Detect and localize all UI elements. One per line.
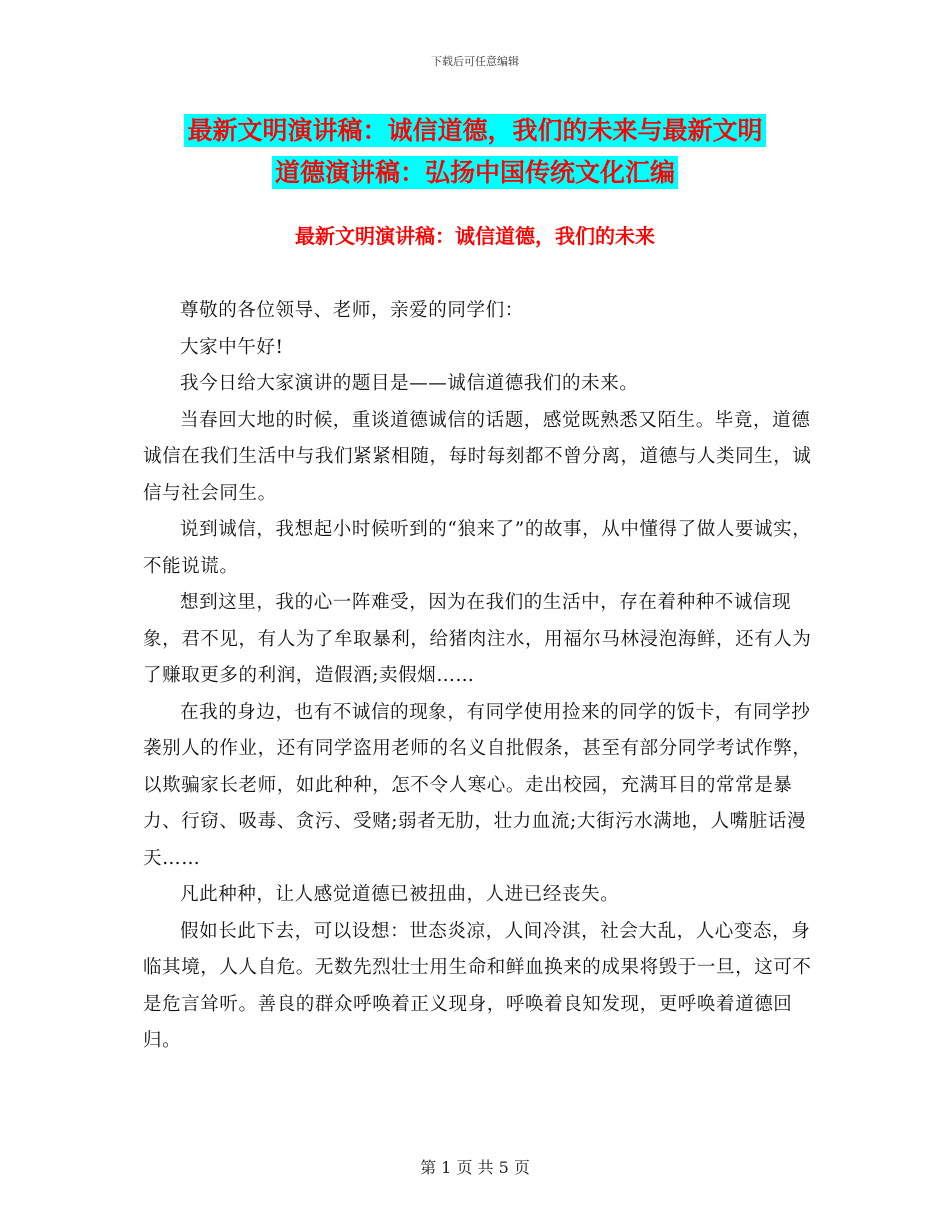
speech-body — [143, 293, 819, 1060]
paragraph: 当春回大地的时候，重谈道德诚信的话题，感觉既熟悉又陌生。毕竟，道德诚信在我们生活中与我们紧紧相随，每时每刻都不曾分离，道德与人类同生，诚信与社会同生。 — [143, 409, 812, 504]
header-note: 下载后可任意编辑 — [431, 55, 519, 68]
paragraph: 说到诚信，我想起小时候听到的“狼来了”的故事，从中懂得了做人要诚实，不能说谎。 — [143, 519, 812, 577]
paragraph: 假如长此下去，可以设想：世态炎凉，人间冷淇，社会大乱，人心变态，身临其境，人人自危。无数先烈壮士用生命和鲜血换来的成果将毁于一旦，这可不是危言耸听。善良的群众呼唤着正义现身，呼唤着良知发现，更呼唤着道德回归。 — [143, 920, 812, 1051]
paragraph: 我今日给大家演讲的题目是——诚信道德我们的未来。 — [180, 373, 639, 394]
section-title: 最新文明演讲稿：诚信道德，我们的未来 — [295, 224, 655, 248]
paragraph: 尊敬的各位领导、老师，亲爱的同学们： — [180, 300, 524, 321]
title-line-2: 道德演讲稿：弘扬中国传统文化汇编 — [272, 156, 678, 189]
document-title — [0, 110, 950, 194]
page-number: 第 1 页 共 5 页 — [420, 1158, 530, 1177]
paragraph: 想到这里，我的心一阵难受，因为在我们的生活中，存在着种种不诚信现象，君不见，有人为了牟取暴利，给猪肉注水，用福尔马林浸泡海鲜，还有人为了赚取更多的利润，造假酒;卖假烟…… — [143, 592, 812, 686]
paragraph: 大家中午好! — [180, 336, 284, 358]
paragraph: 凡此种种，让人感觉道德已被扭曲，人进已经丧失。 — [180, 884, 620, 905]
paragraph: 在我的身边，也有不诚信的现象，有同学使用捡来的同学的饭卡，有同学抄袭别人的作业，还有同学盗用老师的名义自批假条，甚至有部分同学考试作弊，以欺骗家长老师，如此种种，怎不令人寒心。走出校园，充满耳目的常常是暴力、行窃、吸毒、贪污、受赌;弱者无肋，壮力血流;大街污水满地，人嘴脏话漫天…… — [143, 701, 812, 869]
title-line-1: 最新文明演讲稿：诚信道德，我们的未来与最新文明 — [184, 114, 765, 147]
